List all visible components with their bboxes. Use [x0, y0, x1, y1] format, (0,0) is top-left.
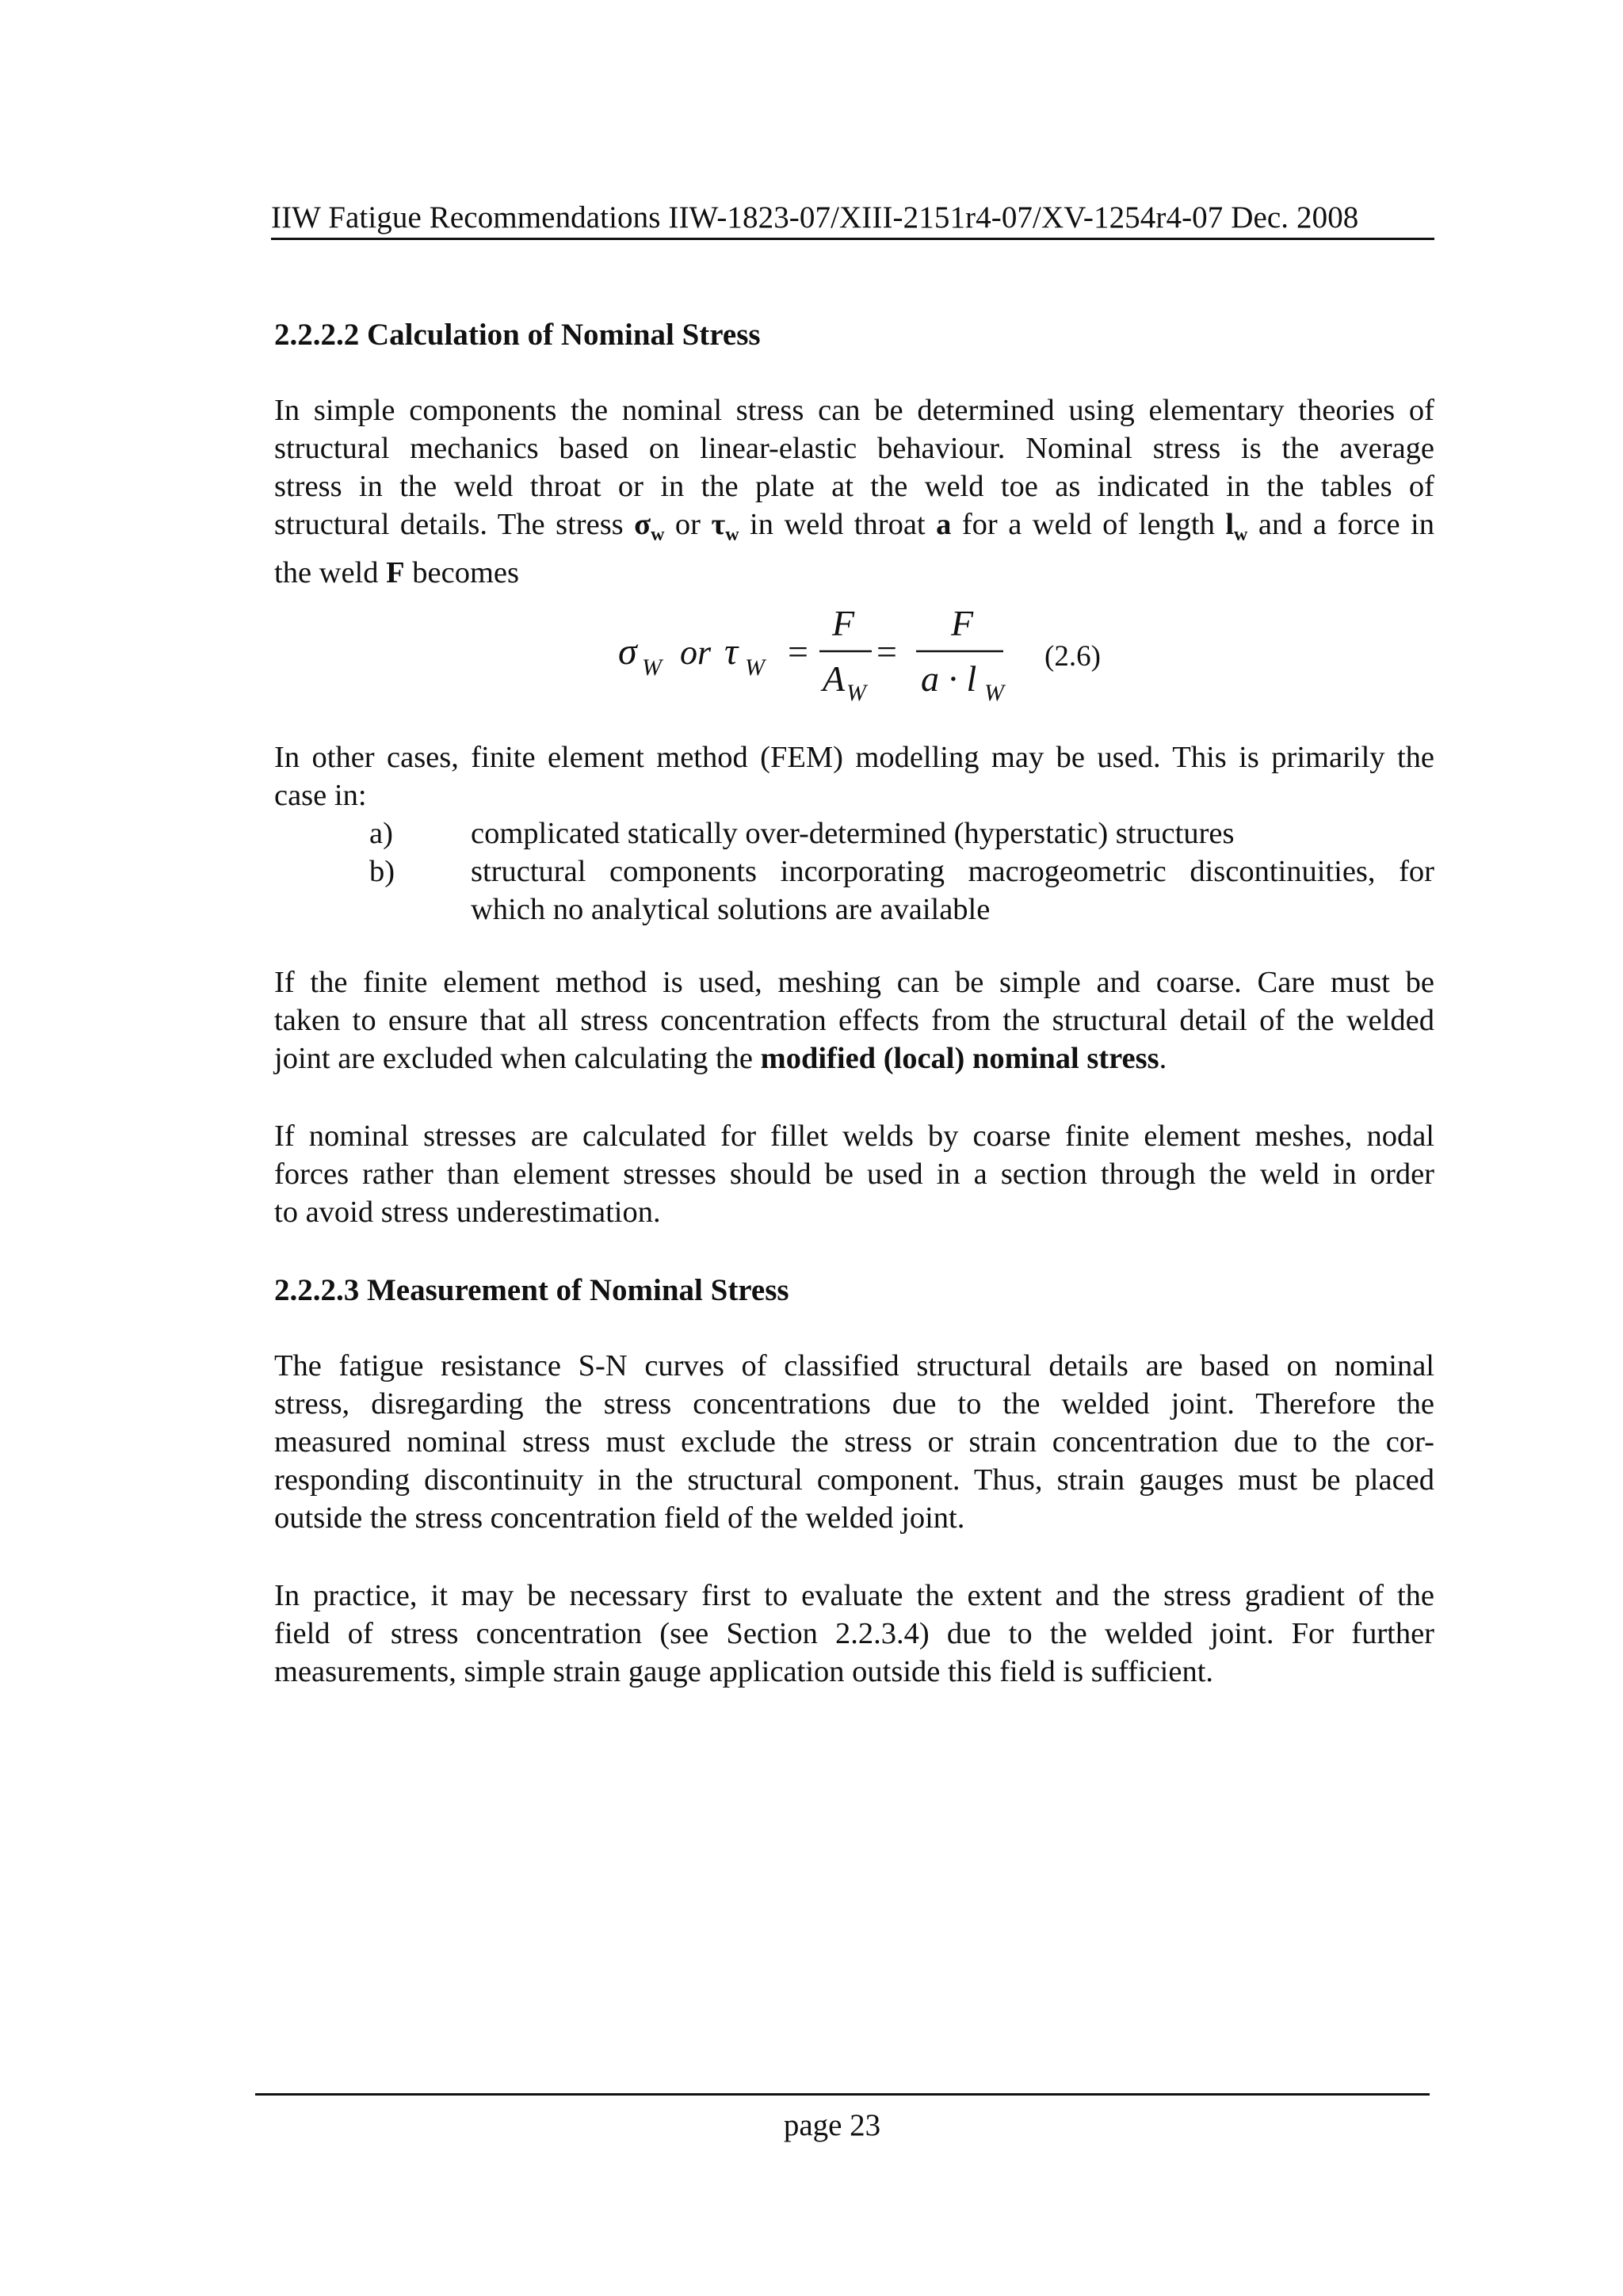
emphasis-modified-nominal-stress: modified (local) nominal stress	[760, 1042, 1159, 1075]
text-line: complicated statically over-determined (hyperstatic) structures	[471, 817, 1235, 850]
length-symbol: l	[1225, 508, 1235, 541]
section-title-calculation: 2.2.2.2 Calculation of Nominal Stress	[274, 318, 761, 352]
text-line: In other cases, finite element method (FEM) modelling may be used. This is primarily the	[274, 741, 1434, 774]
force-symbol: F	[386, 556, 405, 589]
eq-sigma: σ	[618, 631, 637, 673]
text-line: to avoid stress underestimation.	[274, 1196, 661, 1229]
paragraph-fem-meshing	[274, 963, 1434, 1077]
text-line: The fatigue resistance S-N curves of classified structural details are based on nominal	[274, 1349, 1434, 1383]
eq-frac1-denominator-sub: W	[846, 680, 866, 705]
eq-equals-2: =	[876, 631, 897, 672]
section-title-measurement: 2.2.2.3 Measurement of Nominal Stress	[274, 1273, 789, 1307]
eq-frac1-denominator: A	[823, 658, 846, 699]
header-rule	[271, 238, 1434, 240]
text-line: field of stress concentration (see Section 2.2.3.4) due to the welded joint. For further	[274, 1617, 1434, 1650]
sigma-symbol: σ	[634, 508, 651, 541]
text-line: In simple components the nominal stress can be determined using elementary theories of	[274, 394, 1434, 427]
eq-frac2-numerator: F	[951, 603, 974, 643]
tau-symbol: τ	[711, 508, 726, 541]
eq-or: or	[680, 633, 712, 672]
text-line: forces rather than element stresses should be used in a section through the weld in order	[274, 1158, 1434, 1191]
list-item-label-b: b)	[369, 855, 395, 888]
text-line: structural details. The stress $\sigma_w$ or $\tau_w$ in weld throat a for a weld of length $l_w$ and a force in	[274, 508, 1434, 545]
paragraph-measurement-sn	[274, 1347, 1434, 1537]
text-line: joint are excluded when calculating the modified (local) nominal stress.	[274, 1042, 1167, 1075]
text-line: structural mechanics based on linear-elastic behaviour. Nominal stress is the average	[274, 432, 1434, 465]
eq-frac1-numerator: F	[832, 603, 855, 643]
text-line: stress in the weld throat or in the plate at the weld toe as indicated in the tables of	[274, 470, 1434, 503]
eq-tau-sub: W	[745, 654, 765, 681]
text-line: In practice, it may be necessary first to evaluate the extent and the stress gradient of the	[274, 1579, 1434, 1612]
paragraph-fillet-welds	[274, 1117, 1434, 1231]
text-line: which no analytical solutions are available	[471, 893, 991, 926]
eq-tau: τ	[724, 631, 739, 673]
text-line: structural components incorporating macrogeometric discontinuities, for	[471, 855, 1434, 888]
paragraph-calculation-intro	[274, 391, 1434, 592]
eq-frac2-denominator-sub: W	[984, 680, 1004, 705]
text-line: measurements, simple strain gauge application outside this field is sufficient.	[274, 1655, 1214, 1688]
eq-frac2-denominator: a · l	[921, 658, 977, 699]
text-line: responding discontinuity in the structural component. Thus, strain gauges must be placed	[274, 1463, 1434, 1497]
throat-symbol: a	[936, 508, 952, 541]
paragraph-measurement-practice	[274, 1577, 1434, 1691]
text-line: taken to ensure that all stress concentration effects from the structural detail of the welded	[274, 1004, 1434, 1037]
text-line: measured nominal stress must exclude the stress or strain concentration due to the cor-	[274, 1425, 1434, 1459]
text-line: case in:	[274, 779, 367, 812]
text-line: the weld F becomes	[274, 556, 519, 589]
list-item-label-a: a)	[369, 817, 393, 850]
list-item-text-b	[471, 852, 1434, 929]
text-line: stress, disregarding the stress concentrations due to the welded joint. Therefore the	[274, 1387, 1434, 1421]
eq-sigma-sub: W	[642, 654, 662, 681]
footer-rule	[255, 2093, 1430, 2096]
text-line: If the finite element method is used, meshing can be simple and coarse. Care must be	[274, 966, 1434, 999]
eq-equals-1: =	[788, 631, 808, 672]
list-item-text-a	[471, 814, 1434, 852]
equation-number: (2.6)	[1044, 640, 1101, 673]
page-number: page 23	[783, 2108, 881, 2142]
paragraph-fem-cases	[274, 738, 1434, 814]
text-line: If nominal stresses are calculated for fillet welds by coarse finite element meshes, nodal	[274, 1119, 1434, 1153]
running-header: IIW Fatigue Recommendations IIW-1823-07/XIII-2151r4-07/XV-1254r4-07 Dec. 2008	[271, 200, 1359, 235]
text-line: outside the stress concentration field of the welded joint.	[274, 1501, 965, 1535]
